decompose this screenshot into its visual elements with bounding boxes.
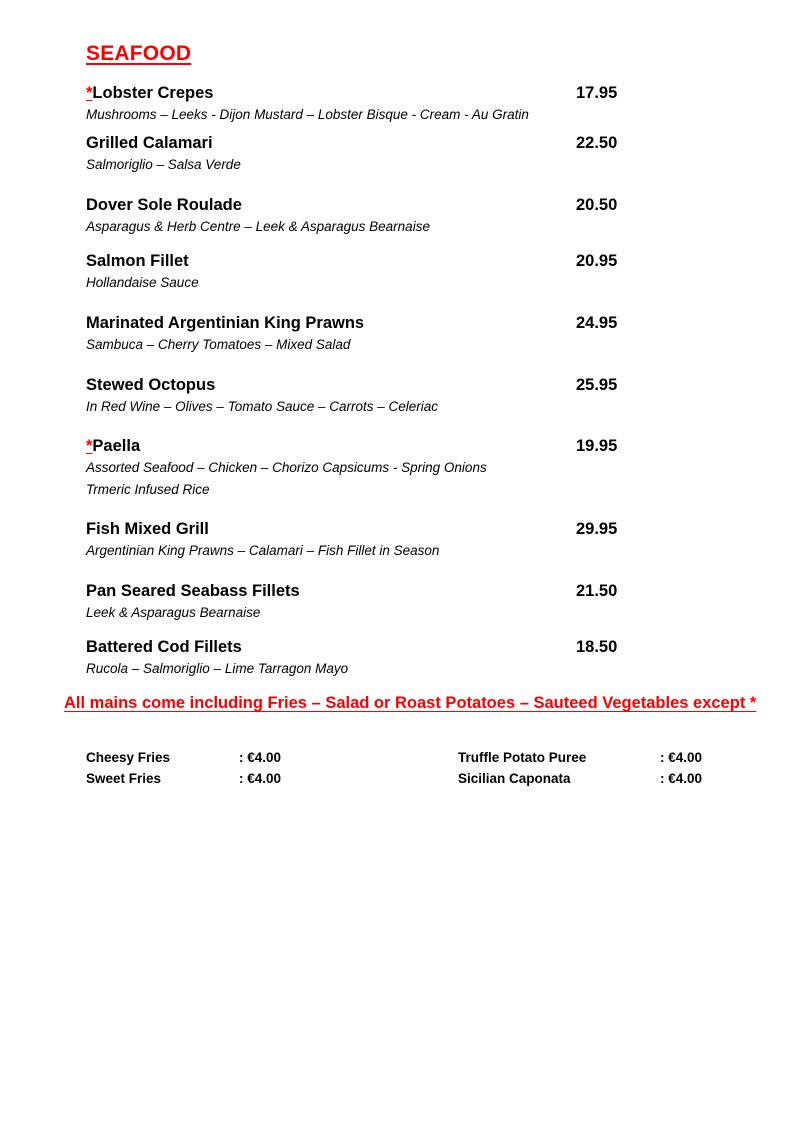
item-price: 22.50 bbox=[576, 134, 618, 152]
item-name: Grilled Calamari bbox=[86, 134, 213, 152]
item-price: 24.95 bbox=[576, 314, 618, 332]
item-description: Assorted Seafood – Chicken – Chorizo Capsicums - Spring Onions bbox=[86, 460, 487, 475]
item-description: Rucola – Salmoriglio – Lime Tarragon Mayo bbox=[86, 661, 349, 676]
item-name: Marinated Argentinian King Prawns bbox=[86, 314, 365, 332]
item-price: 18.50 bbox=[576, 638, 618, 656]
item-name: Dover Sole Roulade bbox=[86, 196, 242, 214]
item-description: Salmoriglio – Salsa Verde bbox=[86, 157, 241, 172]
side-price-caponata: : €4.00 bbox=[660, 771, 703, 786]
item-description: Argentinian King Prawns – Calamari – Fish Fillet in Season bbox=[86, 543, 440, 558]
side-price-truffle-puree: : €4.00 bbox=[660, 750, 703, 765]
item-price: 29.95 bbox=[576, 520, 618, 538]
item-name: Battered Cod Fillets bbox=[86, 638, 242, 656]
item-description: Asparagus & Herb Centre – Leek & Asparagus Bearnaise bbox=[86, 219, 430, 234]
star-marker: * bbox=[86, 84, 93, 102]
side-price-sweet-fries: : €4.00 bbox=[239, 771, 282, 786]
item-name: Stewed Octopus bbox=[86, 376, 216, 394]
section-title: SEAFOOD bbox=[86, 42, 192, 65]
item-name: *Paella bbox=[86, 437, 141, 455]
side-name-truffle-puree: Truffle Potato Puree bbox=[458, 750, 587, 765]
side-name-caponata: Sicilian Caponata bbox=[458, 771, 571, 786]
item-name: *Lobster Crepes bbox=[86, 84, 214, 102]
mains-notice: All mains come including Fries – Salad or Roast Potatoes – Sauteed Vegetables except * bbox=[64, 694, 757, 712]
item-description: Mushrooms – Leeks - Dijon Mustard – Lobster Bisque - Cream - Au Gratin bbox=[86, 107, 529, 122]
item-price: 20.95 bbox=[576, 252, 618, 270]
item-price: 21.50 bbox=[576, 582, 618, 600]
side-name-cheesy-fries: Cheesy Fries bbox=[86, 750, 171, 765]
side-price-cheesy-fries: : €4.00 bbox=[239, 750, 282, 765]
item-description: Leek & Asparagus Bearnaise bbox=[86, 605, 261, 620]
item-description-line-2: Trmeric Infused Rice bbox=[86, 482, 210, 497]
item-description: Hollandaise Sauce bbox=[86, 275, 199, 290]
side-name-sweet-fries: Sweet Fries bbox=[86, 771, 162, 786]
star-marker: * bbox=[86, 437, 93, 455]
item-price: 20.50 bbox=[576, 196, 618, 214]
item-description: In Red Wine – Olives – Tomato Sauce – Carrots – Celeriac bbox=[86, 399, 439, 414]
item-name: Pan Seared Seabass Fillets bbox=[86, 582, 300, 600]
item-name: Salmon Fillet bbox=[86, 252, 189, 270]
item-price: 25.95 bbox=[576, 376, 618, 394]
item-description: Sambuca – Cherry Tomatoes – Mixed Salad bbox=[86, 337, 351, 352]
item-price: 19.95 bbox=[576, 437, 618, 455]
item-price: 17.95 bbox=[576, 84, 618, 102]
item-name: Fish Mixed Grill bbox=[86, 520, 209, 538]
